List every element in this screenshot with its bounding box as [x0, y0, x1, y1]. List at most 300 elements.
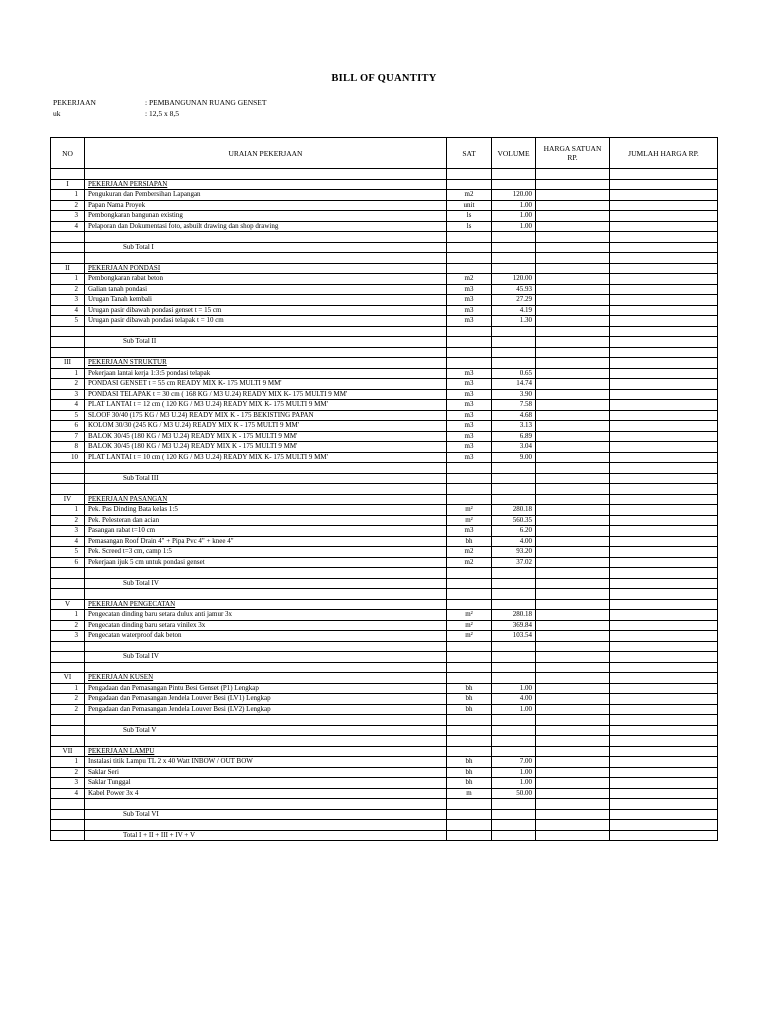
cell-unit: m² [447, 620, 492, 631]
cell-total-price [610, 368, 718, 379]
cell-unit [447, 652, 492, 663]
cell-no [51, 830, 85, 841]
cell-no [51, 568, 85, 579]
cell-total-price [610, 274, 718, 285]
cell-unit: m3 [447, 431, 492, 442]
cell-total-price [610, 200, 718, 211]
cell-description: PEKERJAAN PONDASI [85, 263, 447, 274]
cell-description: Urugan pasir dibawah pondasi telapak t = 10 cm [85, 316, 447, 327]
cell-unit [447, 347, 492, 358]
cell-total-price [610, 515, 718, 526]
cell-unit-price [536, 358, 610, 369]
cell-unit-price [536, 536, 610, 547]
cell-no: 1 [51, 190, 85, 201]
meta-key: PEKERJAAN [53, 98, 96, 107]
cell-volume [492, 253, 536, 264]
header-volume: VOLUME [492, 138, 536, 169]
cell-description: PEKERJAAN LAMPU [85, 746, 447, 757]
cell-total-price [610, 169, 718, 180]
blank-row [51, 641, 718, 652]
cell-volume: 7.58 [492, 400, 536, 411]
cell-volume [492, 358, 536, 369]
cell-no: 3 [51, 389, 85, 400]
cell-total-price [610, 589, 718, 600]
blank-row [51, 662, 718, 673]
cell-total-price [610, 463, 718, 474]
table-row [51, 452, 718, 463]
table-row [51, 788, 718, 799]
cell-description [85, 820, 447, 831]
cell-description: Pek. Pelesteran dan acian [85, 515, 447, 526]
cell-unit-price [536, 179, 610, 190]
cell-total-price [610, 305, 718, 316]
cell-unit-price [536, 473, 610, 484]
cell-unit-price [536, 379, 610, 390]
cell-no [51, 662, 85, 673]
cell-volume: 0.65 [492, 368, 536, 379]
cell-description [85, 799, 447, 810]
cell-description: Urugan Tanah kembali [85, 295, 447, 306]
cell-no: III [51, 358, 85, 369]
table-row [51, 389, 718, 400]
cell-no: 4 [51, 536, 85, 547]
blank-row [51, 589, 718, 600]
cell-description: Galian tanah pondasi [85, 284, 447, 295]
cell-total-price [610, 610, 718, 621]
cell-description: Papan Nama Proyek [85, 200, 447, 211]
cell-unit [447, 746, 492, 757]
cell-volume: 1.00 [492, 221, 536, 232]
cell-description [85, 589, 447, 600]
cell-description: PEKERJAAN KUSEN [85, 673, 447, 684]
cell-unit-price [536, 830, 610, 841]
cell-no: 1 [51, 274, 85, 285]
cell-unit-price [536, 673, 610, 684]
table-row [51, 610, 718, 621]
cell-description: Sub Total V [85, 725, 447, 736]
cell-total-price [610, 358, 718, 369]
cell-total-price [610, 526, 718, 537]
cell-unit: m3 [447, 295, 492, 306]
cell-description [85, 662, 447, 673]
table-row [51, 400, 718, 411]
cell-no: 1 [51, 610, 85, 621]
cell-unit-price [536, 694, 610, 705]
cell-unit-price [536, 526, 610, 537]
cell-no [51, 242, 85, 253]
cell-unit [447, 673, 492, 684]
cell-no [51, 253, 85, 264]
cell-description: Pembongkaran rabat beton [85, 274, 447, 285]
cell-unit [447, 326, 492, 337]
cell-unit-price [536, 589, 610, 600]
cell-unit [447, 578, 492, 589]
cell-no [51, 799, 85, 810]
cell-unit [447, 715, 492, 726]
cell-unit-price [536, 431, 610, 442]
cell-unit [447, 179, 492, 190]
cell-no [51, 347, 85, 358]
cell-unit-price [536, 641, 610, 652]
cell-unit [447, 820, 492, 831]
cell-volume: 4.00 [492, 694, 536, 705]
cell-total-price [610, 715, 718, 726]
cell-total-price [610, 809, 718, 820]
cell-unit: m2 [447, 547, 492, 558]
subtotal-row [51, 473, 718, 484]
cell-volume [492, 263, 536, 274]
table-row [51, 284, 718, 295]
cell-volume: 1.30 [492, 316, 536, 327]
cell-no [51, 473, 85, 484]
cell-unit-price [536, 778, 610, 789]
cell-no: 2 [51, 379, 85, 390]
meta-value: : PEMBANGUNAN RUANG GENSET [145, 98, 267, 107]
cell-total-price [610, 484, 718, 495]
cell-volume: 3.90 [492, 389, 536, 400]
cell-description [85, 568, 447, 579]
cell-unit-price [536, 421, 610, 432]
cell-no: 1 [51, 757, 85, 768]
cell-total-price [610, 410, 718, 421]
cell-total-price [610, 704, 718, 715]
cell-no: 5 [51, 410, 85, 421]
table-row [51, 778, 718, 789]
cell-volume: 103.54 [492, 631, 536, 642]
cell-unit-price [536, 620, 610, 631]
cell-total-price [610, 736, 718, 747]
cell-volume: 120.00 [492, 190, 536, 201]
cell-no: 7 [51, 431, 85, 442]
cell-unit: m3 [447, 379, 492, 390]
cell-total-price [610, 578, 718, 589]
cell-description [85, 347, 447, 358]
cell-unit [447, 473, 492, 484]
cell-total-price [610, 473, 718, 484]
cell-description: PLAT LANTAI t = 12 cm ( 120 KG / M3 U.24) READY MIX K- 175 MULTI 9 MM' [85, 400, 447, 411]
cell-total-price [610, 242, 718, 253]
cell-unit-price [536, 305, 610, 316]
cell-no: 4 [51, 788, 85, 799]
cell-volume [492, 337, 536, 348]
cell-volume [492, 799, 536, 810]
cell-unit-price [536, 169, 610, 180]
cell-volume: 4.00 [492, 536, 536, 547]
cell-unit-price [536, 725, 610, 736]
cell-unit-price [536, 494, 610, 505]
cell-unit: m3 [447, 526, 492, 537]
cell-volume: 14.74 [492, 379, 536, 390]
cell-description: BALOK 30/45 (180 KG / M3 U.24) READY MIX K - 175 MULTI 9 MM' [85, 442, 447, 453]
cell-unit-price [536, 337, 610, 348]
blank-row [51, 715, 718, 726]
section-row [51, 179, 718, 190]
cell-unit: m3 [447, 316, 492, 327]
cell-description: Kabel Power 3x 4 [85, 788, 447, 799]
cell-volume: 4.68 [492, 410, 536, 421]
cell-no: 1 [51, 368, 85, 379]
cell-no [51, 809, 85, 820]
cell-total-price [610, 326, 718, 337]
cell-unit-price [536, 295, 610, 306]
size-meta-row [53, 109, 179, 118]
table-row [51, 526, 718, 537]
cell-total-price [610, 253, 718, 264]
cell-unit-price [536, 547, 610, 558]
document-title: BILL OF QUANTITY [331, 73, 437, 84]
boq-table [50, 137, 718, 841]
cell-unit-price [536, 211, 610, 222]
cell-no [51, 641, 85, 652]
cell-no: II [51, 263, 85, 274]
cell-volume: 3.13 [492, 421, 536, 432]
cell-description: PEKERJAAN STRUKTUR [85, 358, 447, 369]
cell-description [85, 463, 447, 474]
cell-unit: m3 [447, 421, 492, 432]
cell-total-price [610, 568, 718, 579]
table-row [51, 368, 718, 379]
cell-total-price [610, 557, 718, 568]
cell-no: VI [51, 673, 85, 684]
cell-description: Pekerjaan lantai kerja 1:3:5 pondasi telapak [85, 368, 447, 379]
cell-unit-price [536, 505, 610, 516]
cell-total-price [610, 389, 718, 400]
blank-row [51, 484, 718, 495]
table-row [51, 694, 718, 705]
cell-volume: 560.35 [492, 515, 536, 526]
cell-description: Sub Total III [85, 473, 447, 484]
cell-unit-price [536, 316, 610, 327]
cell-volume: 6.20 [492, 526, 536, 537]
cell-no: VII [51, 746, 85, 757]
cell-volume [492, 599, 536, 610]
cell-unit [447, 337, 492, 348]
cell-unit: m2 [447, 274, 492, 285]
cell-unit: bh [447, 536, 492, 547]
cell-unit-price [536, 557, 610, 568]
section-row [51, 673, 718, 684]
cell-description: Pek. Screed t=3 cm, camp 1:5 [85, 547, 447, 558]
table-row [51, 704, 718, 715]
cell-unit-price [536, 715, 610, 726]
table-row [51, 316, 718, 327]
cell-volume: 1.00 [492, 704, 536, 715]
cell-no [51, 578, 85, 589]
cell-total-price [610, 536, 718, 547]
cell-total-price [610, 421, 718, 432]
cell-unit-price [536, 652, 610, 663]
cell-unit [447, 484, 492, 495]
cell-unit-price [536, 284, 610, 295]
cell-no: 3 [51, 778, 85, 789]
table-row [51, 557, 718, 568]
cell-total-price [610, 179, 718, 190]
cell-volume [492, 746, 536, 757]
cell-total-price [610, 400, 718, 411]
cell-no [51, 337, 85, 348]
cell-no: 1 [51, 505, 85, 516]
cell-volume: 45.93 [492, 284, 536, 295]
cell-unit-price [536, 242, 610, 253]
cell-unit: m2 [447, 557, 492, 568]
blank-row [51, 347, 718, 358]
cell-unit-price [536, 746, 610, 757]
grand-total-row [51, 830, 718, 841]
cell-description: PONDASI GENSET t = 55 cm READY MIX K- 175 MULTI 9 MM' [85, 379, 447, 390]
cell-unit-price [536, 736, 610, 747]
cell-volume [492, 662, 536, 673]
cell-total-price [610, 725, 718, 736]
table-row [51, 620, 718, 631]
cell-description: Instalasi titik Lampu TL 2 x 40 Watt INBOW / OUT BOW [85, 757, 447, 768]
cell-description: Saklar Seri [85, 767, 447, 778]
subtotal-row [51, 809, 718, 820]
cell-description: Pengadaan dan Pemasangan Jendela Louver Besi (LV2) Lengkap [85, 704, 447, 715]
cell-no: 2 [51, 704, 85, 715]
cell-no [51, 463, 85, 474]
table-row [51, 295, 718, 306]
cell-unit: m3 [447, 389, 492, 400]
cell-description: PLAT LANTAI t = 10 cm ( 120 KG / M3 U.24) READY MIX K- 175 MULTI 9 MM' [85, 452, 447, 463]
cell-no [51, 715, 85, 726]
cell-volume: 1.00 [492, 683, 536, 694]
cell-description [85, 253, 447, 264]
cell-unit [447, 494, 492, 505]
cell-unit: bh [447, 694, 492, 705]
cell-volume [492, 715, 536, 726]
cell-volume [492, 326, 536, 337]
cell-total-price [610, 599, 718, 610]
cell-volume [492, 641, 536, 652]
cell-unit-price [536, 484, 610, 495]
cell-volume: 1.00 [492, 778, 536, 789]
cell-description: BALOK 30/45 (180 KG / M3 U.24) READY MIX K - 175 MULTI 9 MM' [85, 431, 447, 442]
cell-unit: m² [447, 610, 492, 621]
cell-volume: 7.00 [492, 757, 536, 768]
cell-total-price [610, 232, 718, 243]
cell-no [51, 736, 85, 747]
cell-volume: 37.02 [492, 557, 536, 568]
cell-description: Pengecatan dinding baru setara vinilex 3x [85, 620, 447, 631]
cell-total-price [610, 505, 718, 516]
table-row [51, 505, 718, 516]
cell-unit: bh [447, 757, 492, 768]
cell-total-price [610, 683, 718, 694]
cell-volume [492, 736, 536, 747]
cell-unit: bh [447, 767, 492, 778]
cell-unit: m3 [447, 452, 492, 463]
cell-total-price [610, 631, 718, 642]
table-row [51, 631, 718, 642]
cell-total-price [610, 431, 718, 442]
table-row [51, 274, 718, 285]
blank-row [51, 736, 718, 747]
cell-description: Sub Total IV [85, 652, 447, 663]
cell-description: Pembongkaran bangunan existing [85, 211, 447, 222]
cell-unit-price [536, 190, 610, 201]
cell-unit: m3 [447, 284, 492, 295]
cell-description [85, 484, 447, 495]
cell-no: 2 [51, 620, 85, 631]
cell-description: Pemasangan Roof Drain 4" + Pipa Pvc 4" + knee 4" [85, 536, 447, 547]
cell-unit-price [536, 820, 610, 831]
cell-volume [492, 463, 536, 474]
cell-description: Saklar Tunggal [85, 778, 447, 789]
cell-description: Pengecatan dinding baru setara dulux anti jamur 3x [85, 610, 447, 621]
cell-unit: ls [447, 211, 492, 222]
cell-total-price [610, 347, 718, 358]
blank-row [51, 799, 718, 810]
cell-total-price [610, 620, 718, 631]
cell-description: PEKERJAAN PENGECATAN [85, 599, 447, 610]
cell-unit: m3 [447, 442, 492, 453]
project-meta-row [53, 98, 266, 107]
table-body [51, 169, 718, 841]
cell-unit: m² [447, 505, 492, 516]
cell-total-price [610, 830, 718, 841]
cell-no: I [51, 179, 85, 190]
cell-unit-price [536, 683, 610, 694]
cell-volume: 1.00 [492, 200, 536, 211]
cell-description: Sub Total II [85, 337, 447, 348]
cell-volume [492, 347, 536, 358]
blank-row [51, 568, 718, 579]
cell-unit-price [536, 200, 610, 211]
cell-unit: m2 [447, 190, 492, 201]
cell-unit-price [536, 662, 610, 673]
cell-volume [492, 589, 536, 600]
cell-total-price [610, 547, 718, 558]
cell-volume: 3.04 [492, 442, 536, 453]
header-unit-price: HARGA SATUAN RP. [536, 138, 610, 169]
cell-no: 4 [51, 305, 85, 316]
cell-unit [447, 830, 492, 841]
cell-unit [447, 568, 492, 579]
cell-unit [447, 263, 492, 274]
cell-total-price [610, 379, 718, 390]
cell-total-price [610, 799, 718, 810]
cell-unit-price [536, 799, 610, 810]
cell-unit: m3 [447, 410, 492, 421]
blank-row [51, 253, 718, 264]
subtotal-row [51, 337, 718, 348]
cell-unit-price [536, 578, 610, 589]
cell-unit [447, 736, 492, 747]
cell-unit: ls [447, 221, 492, 232]
cell-total-price [610, 221, 718, 232]
cell-unit-price [536, 442, 610, 453]
cell-volume [492, 169, 536, 180]
cell-no: 3 [51, 631, 85, 642]
cell-unit: bh [447, 704, 492, 715]
table-row [51, 431, 718, 442]
cell-no [51, 484, 85, 495]
cell-total-price [610, 452, 718, 463]
cell-unit-price [536, 347, 610, 358]
cell-no [51, 169, 85, 180]
section-row [51, 746, 718, 757]
cell-total-price [610, 211, 718, 222]
subtotal-row [51, 652, 718, 663]
cell-unit [447, 242, 492, 253]
cell-volume [492, 473, 536, 484]
cell-total-price [610, 337, 718, 348]
cell-unit [447, 232, 492, 243]
cell-no: 6 [51, 557, 85, 568]
cell-total-price [610, 442, 718, 453]
cell-no: 5 [51, 316, 85, 327]
cell-description: Pekerjaan ijuk 5 cm untuk pondasi genset [85, 557, 447, 568]
